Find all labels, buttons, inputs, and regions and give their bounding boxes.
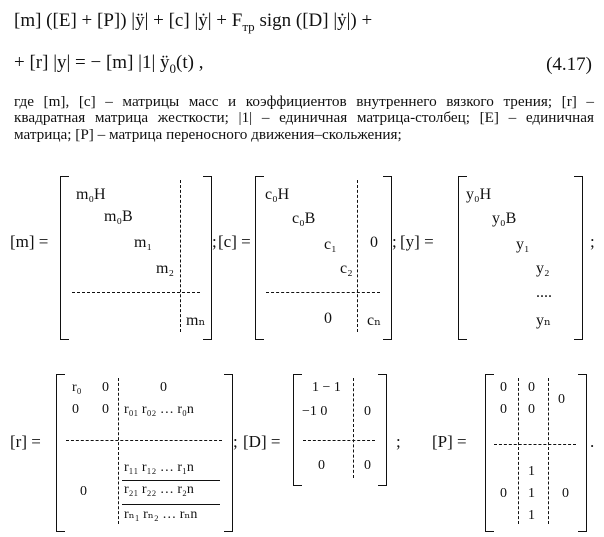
r-entry: 0 bbox=[72, 402, 79, 417]
y-vector-separator: ; bbox=[590, 232, 595, 251]
y-vector-right-bracket bbox=[574, 176, 583, 340]
m-matrix-label: [m] = bbox=[10, 232, 49, 251]
p-matrix-vertical-divider bbox=[548, 378, 549, 524]
d-matrix-horizontal-divider bbox=[303, 440, 375, 441]
r-matrix-left-bracket bbox=[56, 374, 65, 532]
c-matrix-label: [c] = bbox=[218, 232, 251, 251]
d-matrix-separator: ; bbox=[396, 432, 401, 451]
y-entry: y₂ bbox=[536, 260, 550, 277]
p-matrix-left-bracket bbox=[485, 374, 494, 532]
p-matrix-vertical-divider bbox=[518, 378, 519, 524]
r-matrix-right-bracket bbox=[224, 374, 233, 532]
m-entry: m₁ bbox=[134, 234, 153, 251]
p-zero: 0 bbox=[500, 402, 507, 417]
d-zero: 0 bbox=[364, 404, 371, 419]
d-zero: 0 bbox=[364, 458, 371, 473]
r-matrix-vertical-divider bbox=[118, 378, 119, 524]
definitions-paragraph: где [m], [c] – матрицы масс и коэффициентов внутреннего вязкого трения; [r] – квадратная матрица жесткости; |1| – единичная матрица-столбец; [E] – единичная матрица; [P] – матрица переносного движения–скольжения; bbox=[14, 93, 594, 143]
r-top-row: r₀₁ r₀₂ … r₀n bbox=[124, 402, 194, 417]
c-zero: 0 bbox=[370, 234, 378, 251]
r-entry: 0 bbox=[102, 402, 109, 417]
c-matrix-left-bracket bbox=[255, 176, 264, 340]
p-zero: 0 bbox=[500, 380, 507, 395]
m-matrix-separator: ; bbox=[212, 232, 217, 251]
m-entry: m₀B bbox=[104, 208, 133, 225]
p-one: 1 bbox=[528, 486, 535, 501]
p-one: 1 bbox=[528, 508, 535, 523]
y-entry: yₙ bbox=[536, 312, 551, 329]
c-entry: c₁ bbox=[324, 236, 337, 253]
p-zero: 0 bbox=[528, 380, 535, 395]
p-zero: 0 bbox=[528, 402, 535, 417]
m-matrix-horizontal-divider bbox=[72, 292, 200, 293]
d-matrix-left-bracket bbox=[293, 374, 302, 486]
c-matrix-horizontal-divider bbox=[266, 292, 380, 293]
c-matrix-separator: ; bbox=[392, 232, 397, 251]
y-entry: y₁ bbox=[516, 236, 530, 253]
y-entry: y₀H bbox=[466, 186, 492, 203]
c-entry: c₂ bbox=[340, 260, 353, 277]
d-matrix-vertical-divider bbox=[353, 378, 354, 478]
d-matrix-right-bracket bbox=[378, 374, 387, 486]
c-entry: c₀H bbox=[265, 186, 290, 203]
y-vector-label: [y] = bbox=[400, 232, 434, 251]
d-matrix-label: [D] = bbox=[243, 432, 281, 451]
r-matrix-horizontal-divider bbox=[66, 440, 222, 441]
c-matrix-vertical-divider bbox=[357, 180, 358, 332]
d-zero: 0 bbox=[318, 458, 325, 473]
equation-line-1: [m] ([E] + [P]) |ÿ| + [c] |ẏ| + $F_{тр}$ sign ([D] |ẏ|) + bbox=[14, 10, 373, 34]
p-matrix-right-bracket bbox=[578, 374, 587, 532]
m-entry: m₀H bbox=[76, 186, 106, 203]
p-zero: 0 bbox=[500, 486, 507, 501]
m-matrix-left-bracket bbox=[60, 176, 69, 340]
p-matrix-label: [P] = bbox=[432, 432, 467, 451]
r-row-underline bbox=[122, 480, 220, 481]
equation-line-2: + [r] |y| = − [m] |1| $ÿ_0(t)$ , bbox=[14, 52, 204, 76]
r-row: r₂₁ r₂₂ … r₂n bbox=[124, 482, 194, 497]
m-entry: m₂ bbox=[156, 260, 175, 277]
r-matrix-label: [r] = bbox=[10, 432, 41, 451]
r-entry: r₀ bbox=[72, 380, 82, 395]
r-row: rₙ₁ rₙ₂ … rₙn bbox=[124, 507, 198, 522]
r-matrix-separator: ; bbox=[233, 432, 238, 451]
p-zero: 0 bbox=[558, 392, 565, 407]
c-entry: cₙ bbox=[367, 312, 382, 329]
y-entry: y₀B bbox=[492, 210, 517, 227]
y-entry: .... bbox=[536, 284, 552, 301]
m-matrix-vertical-divider bbox=[180, 180, 181, 332]
d-row: −1 0 bbox=[302, 404, 328, 419]
r-entry: 0 bbox=[102, 380, 109, 395]
p-one: 1 bbox=[528, 464, 535, 479]
c-zero: 0 bbox=[324, 310, 332, 327]
equation-number: (4.17) bbox=[546, 54, 592, 75]
p-matrix-horizontal-divider bbox=[494, 444, 576, 445]
m-entry: mₙ bbox=[186, 312, 206, 329]
r-row-underline bbox=[122, 504, 220, 505]
p-zero: 0 bbox=[562, 486, 569, 501]
r-zero: 0 bbox=[80, 484, 87, 499]
c-matrix-right-bracket bbox=[383, 176, 392, 340]
d-row: 1 − 1 bbox=[312, 380, 341, 395]
c-entry: c₀B bbox=[292, 210, 316, 227]
r-row: r₁₁ r₁₂ … r₁n bbox=[124, 460, 194, 475]
p-matrix-separator: . bbox=[590, 432, 595, 451]
r-zero: 0 bbox=[160, 380, 167, 395]
